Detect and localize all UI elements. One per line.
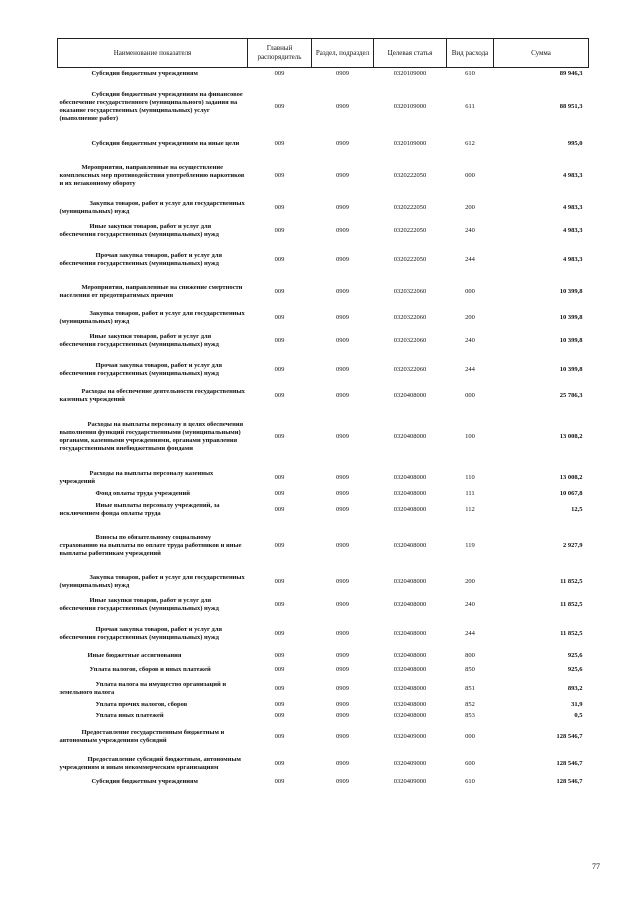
row-target-article: 0320109000 xyxy=(393,102,427,110)
row-expense-type: 000 xyxy=(465,171,475,179)
table-row xyxy=(58,276,589,308)
row-name xyxy=(58,752,248,776)
row-main-manager: 009 xyxy=(274,255,285,263)
row-expense-type: 240 xyxy=(465,226,475,234)
row-name xyxy=(58,154,248,198)
row-main-manager: 009 xyxy=(274,701,285,708)
row-section: 0909 xyxy=(336,102,349,110)
row-name xyxy=(58,308,248,328)
row-target-article: 0320408000 xyxy=(393,665,427,673)
row-name xyxy=(58,68,248,80)
row-section: 0909 xyxy=(336,777,349,785)
table-header xyxy=(58,39,589,68)
row-section: 0909 xyxy=(336,171,349,179)
row-section: 0909 xyxy=(336,313,349,321)
row-name-text: Расходы на обеспечение деятельности государственных казенных учреждений xyxy=(59,387,245,403)
row-section: 0909 xyxy=(336,287,349,295)
row-target-article: 0320222050 xyxy=(393,203,427,211)
row-name-text: Иные выплаты персоналу учреждений, за исключением фонда оплаты труда xyxy=(59,501,220,517)
row-section: 0909 xyxy=(336,473,349,481)
row-main-manager: 009 xyxy=(274,759,285,767)
row-main-manager: 009 xyxy=(274,336,285,344)
row-target-article: 0320222050 xyxy=(393,255,427,263)
row-main-manager: 009 xyxy=(274,684,285,692)
row-section: 0909 xyxy=(336,203,349,211)
row-section: 0909 xyxy=(336,712,349,719)
row-name xyxy=(58,572,248,592)
row-sum: 11 852,5 xyxy=(560,629,583,637)
row-expense-type: 852 xyxy=(465,701,475,708)
table-body xyxy=(58,68,589,788)
row-section: 0909 xyxy=(336,226,349,234)
row-target-article: 0320408000 xyxy=(393,432,427,440)
table-row xyxy=(58,500,589,520)
row-name-text: Закупка товаров, работ и услуг для государственных (муниципальных) нужд xyxy=(59,309,245,325)
table-row xyxy=(58,678,589,700)
row-sum: 925,6 xyxy=(567,665,583,673)
row-main-manager: 009 xyxy=(274,600,285,608)
row-target-article: 0320408000 xyxy=(393,600,427,608)
table-row xyxy=(58,520,589,572)
row-target-article: 0320322060 xyxy=(393,313,427,321)
row-section: 0909 xyxy=(336,732,349,740)
row-sum: 10 399,8 xyxy=(559,365,583,373)
row-target-article: 0320409000 xyxy=(393,759,427,767)
row-main-manager: 009 xyxy=(274,203,285,211)
row-expense-type: 244 xyxy=(465,255,475,263)
row-name xyxy=(58,488,248,500)
row-name xyxy=(58,328,248,354)
row-expense-type: 200 xyxy=(465,313,475,321)
row-expense-type: 000 xyxy=(465,391,475,399)
row-expense-type: 110 xyxy=(465,473,475,481)
table-row xyxy=(58,354,589,386)
header-expense-type: Вид расхода xyxy=(447,39,494,68)
table-row xyxy=(58,662,589,678)
row-main-manager: 009 xyxy=(274,541,285,549)
row-name-text: Прочая закупка товаров, работ и услуг для обеспечения государственных (муниципальных) нужд xyxy=(59,361,223,377)
row-section: 0909 xyxy=(336,489,349,497)
row-name xyxy=(58,678,248,700)
budget-table xyxy=(57,38,589,788)
table-row xyxy=(58,386,589,406)
row-sum: 88 951,3 xyxy=(559,102,583,110)
row-sum: 10 399,8 xyxy=(559,336,583,344)
row-sum: 11 852,5 xyxy=(560,577,583,585)
row-target-article: 0320322060 xyxy=(393,287,427,295)
row-main-manager: 009 xyxy=(274,712,285,719)
row-expense-type: 853 xyxy=(465,712,475,719)
row-target-article: 0320409000 xyxy=(393,777,427,785)
table-row xyxy=(58,308,589,328)
table-row xyxy=(58,468,589,488)
row-name-text: Мероприятия, направленные на снижение смертности населения от предотвратимых причин xyxy=(59,283,243,299)
row-main-manager: 009 xyxy=(274,489,285,497)
table-row xyxy=(58,488,589,500)
table-row xyxy=(58,650,589,662)
row-section: 0909 xyxy=(336,139,349,147)
row-expense-type: 200 xyxy=(465,577,475,585)
row-name-text: Уплата налога на имущество организаций и земельного налога xyxy=(59,680,227,696)
row-name xyxy=(58,592,248,618)
row-name-text: Предоставление государственным бюджетным и автономным учреждениям субсидий xyxy=(59,728,225,744)
row-name xyxy=(58,354,248,386)
row-name xyxy=(58,711,248,722)
row-target-article: 0320408000 xyxy=(393,505,427,513)
table-row xyxy=(58,572,589,592)
row-name xyxy=(58,134,248,154)
row-name xyxy=(58,80,248,134)
row-expense-type: 800 xyxy=(465,651,475,659)
table-row xyxy=(58,711,589,722)
row-target-article: 0320322060 xyxy=(393,336,427,344)
row-expense-type: 240 xyxy=(465,336,475,344)
row-main-manager: 009 xyxy=(274,651,285,659)
row-target-article: 0320408000 xyxy=(393,701,427,708)
row-section: 0909 xyxy=(336,391,349,399)
row-expense-type: 111 xyxy=(465,489,475,497)
row-section: 0909 xyxy=(336,336,349,344)
row-name-text: Иные закупки товаров, работ и услуг для обеспечения государственных (муниципальных) нужд xyxy=(59,332,219,348)
row-main-manager: 009 xyxy=(274,287,285,295)
row-target-article: 0320408000 xyxy=(393,541,427,549)
table-row xyxy=(58,406,589,468)
row-name-text: Фонд оплаты труда учреждений xyxy=(95,489,190,497)
row-section: 0909 xyxy=(336,684,349,692)
row-sum: 4 983,3 xyxy=(563,255,583,263)
row-main-manager: 009 xyxy=(274,139,285,147)
row-section: 0909 xyxy=(336,69,349,77)
row-name-text: Иные закупки товаров, работ и услуг для обеспечения государственных (муниципальных) нужд xyxy=(59,596,219,612)
row-sum: 10 399,8 xyxy=(559,287,583,295)
row-name xyxy=(58,468,248,488)
row-expense-type: 851 xyxy=(465,684,475,692)
header-main-manager: Главный распорядитель xyxy=(248,39,312,68)
row-sum: 128 546,7 xyxy=(556,732,583,740)
row-name-text: Иные бюджетные ассигнования xyxy=(87,651,182,659)
row-main-manager: 009 xyxy=(274,102,285,110)
row-name xyxy=(58,650,248,662)
row-target-article: 0320222050 xyxy=(393,171,427,179)
row-name xyxy=(58,618,248,650)
row-expense-type: 240 xyxy=(465,600,475,608)
row-target-article: 0320408000 xyxy=(393,391,427,399)
row-name-text: Уплата прочих налогов, сборов xyxy=(95,701,188,708)
table-row xyxy=(58,80,589,134)
row-target-article: 0320408000 xyxy=(393,489,427,497)
row-sum: 893,2 xyxy=(567,684,583,692)
row-sum: 995,0 xyxy=(567,139,583,147)
row-name xyxy=(58,500,248,520)
table-row xyxy=(58,752,589,776)
row-name xyxy=(58,406,248,468)
row-expense-type: 244 xyxy=(465,365,475,373)
row-sum: 11 852,5 xyxy=(560,600,583,608)
row-expense-type: 100 xyxy=(465,432,475,440)
header-sum: Сумма xyxy=(494,39,589,68)
row-main-manager: 009 xyxy=(274,629,285,637)
row-target-article: 0320222050 xyxy=(393,226,427,234)
table-row xyxy=(58,722,589,752)
table-row xyxy=(58,776,589,788)
row-name xyxy=(58,662,248,678)
row-main-manager: 009 xyxy=(274,665,285,673)
row-main-manager: 009 xyxy=(274,473,285,481)
row-sum: 12,5 xyxy=(571,505,583,513)
row-name-text: Прочая закупка товаров, работ и услуг для обеспечения государственных (муниципальных) нужд xyxy=(59,625,223,641)
row-name-text: Субсидии бюджетным учреждениям на иные цели xyxy=(91,139,240,147)
row-name-text: Субсидии бюджетным учреждениям на финансовое обеспечение государственного (муниципального) задания на оказание государственных (муниципальных) услуг (выполнение работ) xyxy=(59,90,243,122)
row-main-manager: 009 xyxy=(274,226,285,234)
table-row xyxy=(58,592,589,618)
row-section: 0909 xyxy=(336,255,349,263)
row-name xyxy=(58,520,248,572)
row-name-text: Взносы по обязательному социальному страхованию на выплаты по оплате труда работников и иные выплаты работникам учреждений xyxy=(59,533,242,557)
row-name-text: Уплата налогов, сборов и иных платежей xyxy=(89,665,211,673)
row-expense-type: 000 xyxy=(465,732,475,740)
row-expense-type: 119 xyxy=(465,541,475,549)
row-sum: 13 008,2 xyxy=(559,432,583,440)
row-name-text: Прочая закупка товаров, работ и услуг для обеспечения государственных (муниципальных) нужд xyxy=(59,251,223,267)
row-expense-type: 610 xyxy=(465,69,475,77)
table-row xyxy=(58,244,589,276)
row-name xyxy=(58,722,248,752)
row-section: 0909 xyxy=(336,505,349,513)
row-sum: 13 008,2 xyxy=(559,473,583,481)
row-main-manager: 009 xyxy=(274,505,285,513)
row-name-text: Уплата иных платежей xyxy=(95,712,164,719)
row-name xyxy=(58,386,248,406)
row-sum: 4 983,3 xyxy=(563,226,583,234)
row-main-manager: 009 xyxy=(274,69,285,77)
row-name-text: Закупка товаров, работ и услуг для государственных (муниципальных) нужд xyxy=(59,199,245,215)
header-section: Раздел, подраздел xyxy=(312,39,374,68)
row-section: 0909 xyxy=(336,665,349,673)
row-target-article: 0320408000 xyxy=(393,629,427,637)
row-expense-type: 600 xyxy=(465,759,475,767)
header-target-article: Целевая статья xyxy=(374,39,447,68)
row-expense-type: 611 xyxy=(465,102,475,110)
row-sum: 4 983,3 xyxy=(563,203,583,211)
row-section: 0909 xyxy=(336,365,349,373)
row-target-article: 0320408000 xyxy=(393,577,427,585)
row-expense-type: 000 xyxy=(465,287,475,295)
row-target-article: 0320322060 xyxy=(393,365,427,373)
row-name-text: Иные закупки товаров, работ и услуг для обеспечения государственных (муниципальных) нужд xyxy=(59,222,219,238)
row-name-text: Расходы на выплаты персоналу в целях обеспечения выполнения функций государственными (муниципальными) органами, казенными учреждениями, органами управления государственными внебюджетными фондами xyxy=(59,420,244,452)
row-sum: 25 786,3 xyxy=(559,391,583,399)
row-name xyxy=(58,218,248,244)
row-target-article: 0320109000 xyxy=(393,69,427,77)
row-name-text: Расходы на выплаты персоналу казенных учреждений xyxy=(59,469,214,485)
row-section: 0909 xyxy=(336,600,349,608)
row-sum: 2 927,9 xyxy=(563,541,583,549)
row-sum: 4 983,3 xyxy=(563,171,583,179)
row-expense-type: 112 xyxy=(465,505,475,513)
row-expense-type: 850 xyxy=(465,665,475,673)
row-main-manager: 009 xyxy=(274,171,285,179)
row-name-text: Субсидии бюджетным учреждениям xyxy=(91,777,198,785)
row-section: 0909 xyxy=(336,759,349,767)
row-target-article: 0320408000 xyxy=(393,651,427,659)
row-main-manager: 009 xyxy=(274,732,285,740)
row-expense-type: 612 xyxy=(465,139,475,147)
row-expense-type: 200 xyxy=(465,203,475,211)
row-main-manager: 009 xyxy=(274,313,285,321)
row-main-manager: 009 xyxy=(274,391,285,399)
row-sum: 925,6 xyxy=(567,651,583,659)
row-expense-type: 610 xyxy=(465,777,475,785)
row-sum: 89 946,3 xyxy=(559,69,583,77)
row-name-text: Мероприятия, направленные на осуществление комплексных мер противодействия употреблению наркотиков и их незаконному обороту xyxy=(59,163,245,187)
row-name-text: Закупка товаров, работ и услуг для государственных (муниципальных) нужд xyxy=(59,573,245,589)
row-name xyxy=(58,700,248,711)
table-row xyxy=(58,618,589,650)
table-row xyxy=(58,198,589,218)
row-sum: 10 067,8 xyxy=(559,489,583,497)
page-number: 77 xyxy=(592,862,600,871)
table-row xyxy=(58,700,589,711)
row-sum: 128 546,7 xyxy=(556,777,583,785)
row-section: 0909 xyxy=(336,701,349,708)
table-row xyxy=(58,68,589,80)
row-sum: 0,5 xyxy=(574,712,583,719)
row-name-text: Предоставление субсидий бюджетным, автономным учреждениям и иным некоммерческим организациям xyxy=(59,755,241,771)
table-row xyxy=(58,328,589,354)
row-target-article: 0320409000 xyxy=(393,732,427,740)
row-target-article: 0320109000 xyxy=(393,139,427,147)
row-name-text: Субсидии бюджетным учреждениям xyxy=(91,69,198,77)
row-target-article: 0320408000 xyxy=(393,473,427,481)
row-sum: 10 399,8 xyxy=(559,313,583,321)
row-main-manager: 009 xyxy=(274,432,285,440)
row-name xyxy=(58,244,248,276)
row-section: 0909 xyxy=(336,651,349,659)
row-main-manager: 009 xyxy=(274,365,285,373)
row-section: 0909 xyxy=(336,432,349,440)
row-name xyxy=(58,276,248,308)
row-name xyxy=(58,198,248,218)
row-main-manager: 009 xyxy=(274,577,285,585)
header-name: Наименование показателя xyxy=(58,39,248,68)
table-row xyxy=(58,134,589,154)
row-section: 0909 xyxy=(336,577,349,585)
row-section: 0909 xyxy=(336,541,349,549)
row-section: 0909 xyxy=(336,629,349,637)
row-target-article: 0320408000 xyxy=(393,684,427,692)
row-sum: 31,9 xyxy=(571,701,583,708)
table-row xyxy=(58,154,589,198)
row-main-manager: 009 xyxy=(274,777,285,785)
row-name xyxy=(58,776,248,788)
row-target-article: 0320408000 xyxy=(393,712,427,719)
table-row xyxy=(58,218,589,244)
row-expense-type: 244 xyxy=(465,629,475,637)
row-sum: 128 546,7 xyxy=(556,759,583,767)
